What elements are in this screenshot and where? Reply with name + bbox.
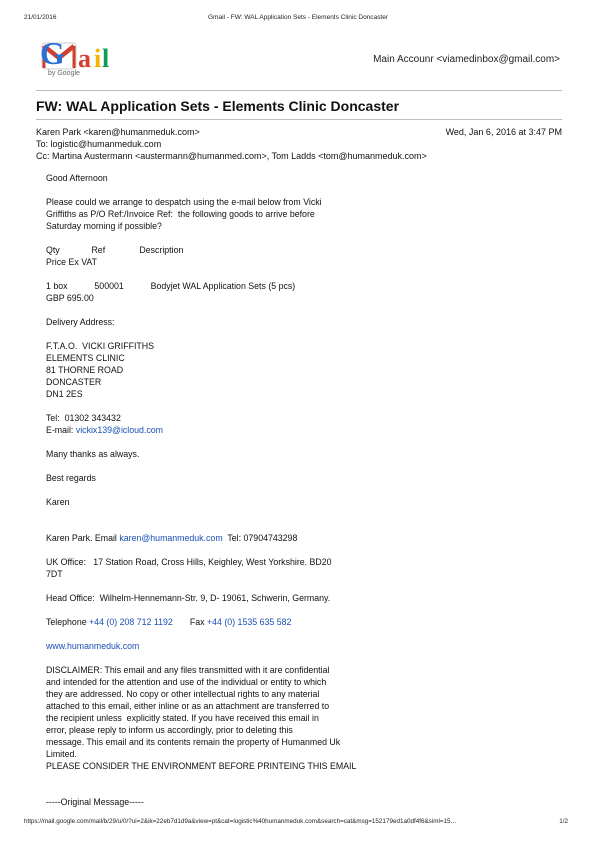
- disclaimer-line: Limited.: [46, 749, 77, 759]
- telephone-link[interactable]: +44 (0) 208 712 1192: [89, 617, 173, 627]
- signoff: Karen: [46, 497, 70, 507]
- print-title: Gmail - FW: WAL Application Sets - Elements Clinic Doncaster: [207, 14, 388, 21]
- head-office: Head Office: Wilhelm-Hennemann-Str. 9, D- 19061, Schwerin, Germany.: [46, 593, 331, 603]
- table-header-price: Price Ex VAT: [46, 257, 97, 267]
- header-divider: [36, 90, 562, 91]
- print-url: https://mail.google.com/mail/b/29/u/0/?ui=2&ik=22eb7d1d9a&view=pt&cat=logistic%40humanmeduk.com&search=cat&msg=152179ed1a0df4f6&siml=15…: [24, 818, 457, 825]
- phone-line: [46, 616, 566, 628]
- sig-name: Karen Park. Email: [46, 533, 120, 543]
- order-price: GBP 695.00: [46, 293, 94, 303]
- email-date: Wed, Jan 6, 2016 at 3:47 PM: [445, 127, 562, 137]
- gmail-logo[interactable]: [40, 36, 150, 84]
- subject-divider: [36, 119, 562, 120]
- regards-line: Best regards: [46, 473, 96, 483]
- disclaimer-line: they are addressed. No copy or other intellectual rights to any material: [46, 689, 320, 699]
- uk-office: UK Office: 17 Station Road, Cross Hills, Keighley, West Yorkshire. BD20: [46, 557, 332, 567]
- order-row: 1 box 500001 Bodyjet WAL Application Sets (5 pcs): [46, 281, 296, 291]
- email-from: Karen Park <karen@humanmeduk.com>: [36, 127, 200, 137]
- website-line: [46, 640, 566, 652]
- delivery-tel: Tel: 01302 343432: [46, 413, 121, 423]
- logo-g-letter: G: [40, 35, 65, 71]
- sig-email-link[interactable]: karen@humanmeduk.com: [119, 533, 223, 543]
- print-date: 21/01/2016: [24, 14, 57, 21]
- website-link[interactable]: www.humanmeduk.com: [46, 641, 140, 651]
- disclaimer-line: the recipient unless explicitly stated. If you have received this email in: [46, 713, 319, 723]
- thanks-line: Many thanks as always.: [46, 449, 140, 459]
- customer-email-link[interactable]: vickix139@icloud.com: [75, 425, 163, 435]
- address-line: F.T.A.O. VICKI GRIFFITHS: [46, 341, 155, 351]
- table-header: Qty Ref Description: [46, 245, 184, 255]
- logo-tagline: by Google: [48, 70, 80, 77]
- address-line: DN1 2ES: [46, 389, 83, 399]
- email-cc: Cc: Martina Austermann <austermann@humanmed.com>, Tom Ladds <tom@humanmeduk.com>: [36, 151, 427, 161]
- disclaimer-line: and intended for the attention and use of the individual or entity to which: [46, 677, 327, 687]
- fax-label: Fax: [172, 617, 207, 627]
- svg-text:a: a: [78, 44, 91, 73]
- delivery-email: [46, 424, 566, 436]
- fax-link[interactable]: +44 (0) 1535 635 582: [207, 617, 292, 627]
- original-message-marker: -----Original Message-----: [46, 797, 144, 807]
- uk-office: 7DT: [46, 569, 63, 579]
- disclaimer-line: attached to this email, either inline or as an attachment are transferred to: [46, 701, 330, 711]
- telephone-label: Telephone: [46, 617, 90, 627]
- email-subject: FW: WAL Application Sets - Elements Clinic Doncaster: [36, 98, 400, 114]
- intro-line: Griffiths as P/O Ref:/Invoice Ref: the following goods to arrive before: [46, 209, 315, 219]
- svg-text:i: i: [94, 44, 102, 73]
- intro-line: Please could we arrange to despatch using the e-mail below from Vicki: [46, 197, 322, 207]
- greeting: Good Afternoon: [46, 173, 108, 183]
- address-line: 81 THORNE ROAD: [46, 365, 124, 375]
- disclaimer-line: DISCLAIMER: This email and any files transmitted with it are confidential: [46, 665, 330, 675]
- address-line: ELEMENTS CLINIC: [46, 353, 125, 363]
- email-to: To: logistic@humanmeduk.com: [36, 139, 162, 149]
- svg-text:l: l: [102, 44, 110, 73]
- sig-tel: Tel: 07904743298: [222, 533, 298, 543]
- disclaimer-line: error, please reply to inform us accordingly, prior to deleting this: [46, 725, 293, 735]
- signature-line: [46, 532, 566, 544]
- delivery-label: Delivery Address:: [46, 317, 115, 327]
- intro-line: Saturday morning if possible?: [46, 221, 162, 231]
- account-label[interactable]: Main Accounr <viamedinbox@gmail.com>: [373, 54, 560, 65]
- email-body: [46, 172, 566, 808]
- address-line: DONCASTER: [46, 377, 102, 387]
- disclaimer-line: PLEASE CONSIDER THE ENVIRONMENT BEFORE PRINTEING THIS EMAIL: [46, 761, 357, 771]
- page-number: 1/2: [559, 818, 568, 825]
- disclaimer-line: message. This email and its contents remain the property of Humanmed Uk: [46, 737, 341, 747]
- email-label: E-mail:: [46, 425, 76, 435]
